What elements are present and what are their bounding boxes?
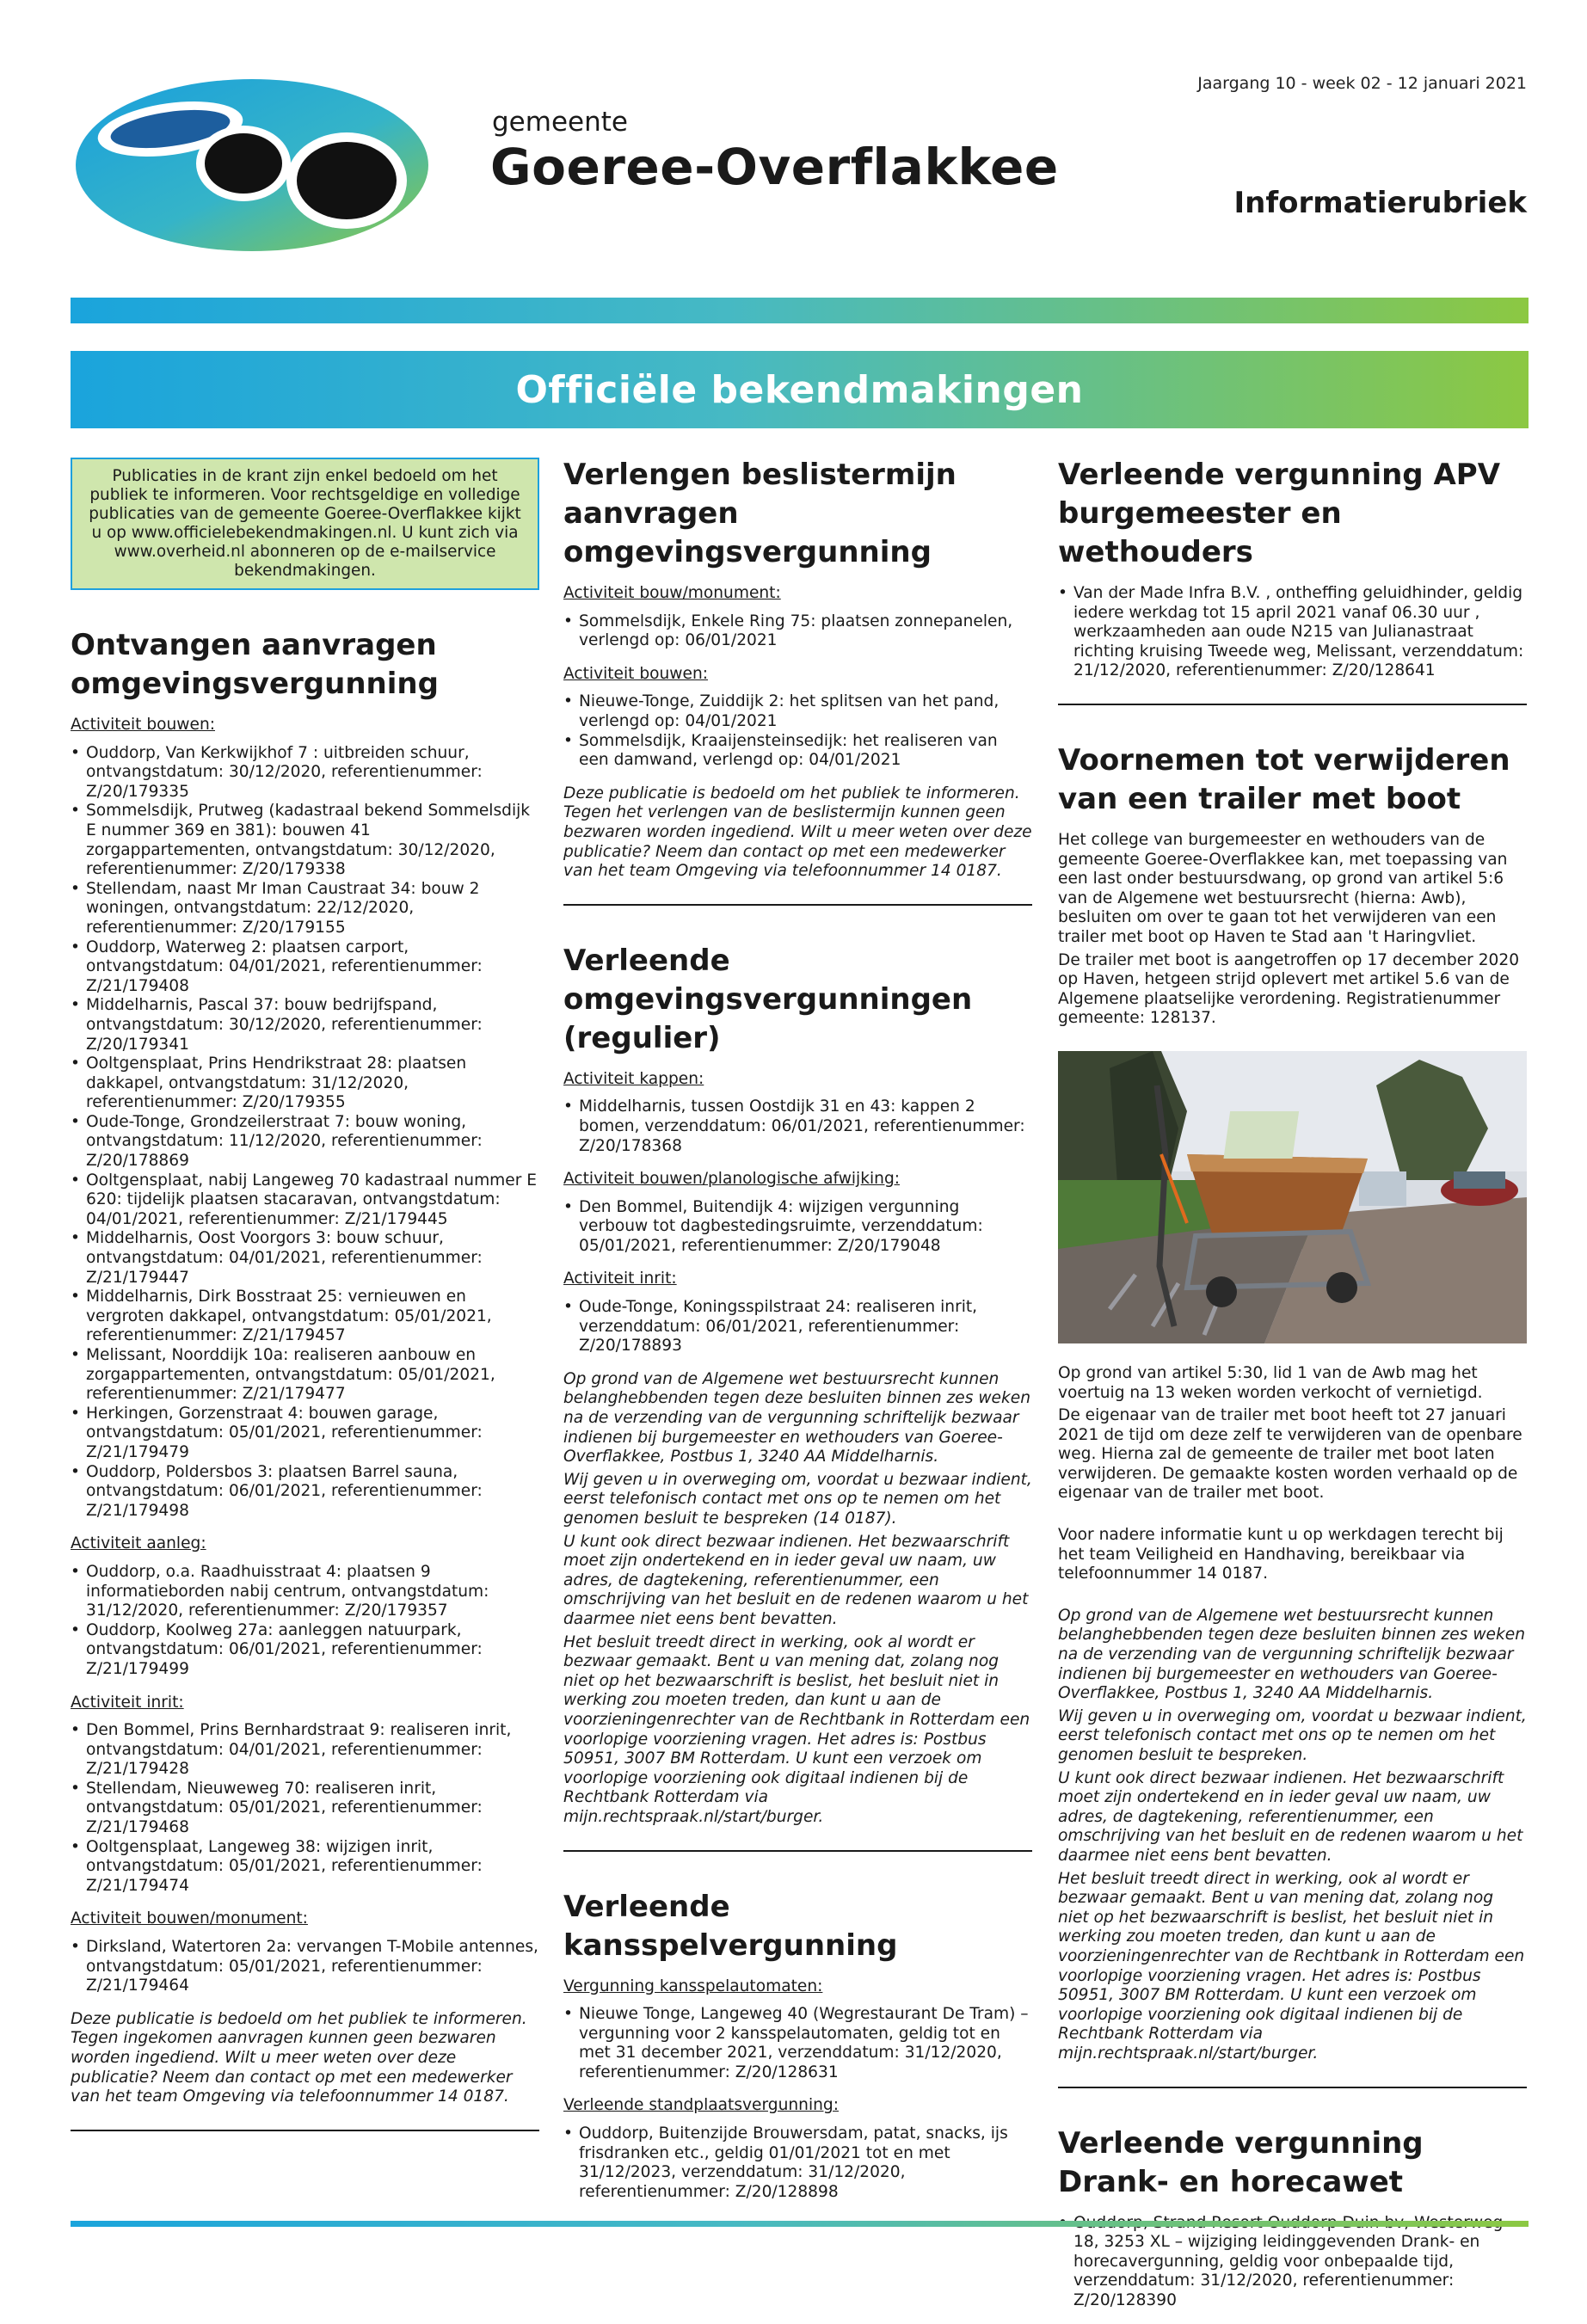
list-item: • Nieuwe Tonge, Langeweg 40 (Wegrestaurant De Tram) – vergunning voor 2 kansspelautomaten, geldig tot en met 31 december 2021, verzenddatum: 31/12/2020, referentienummer: Z/20/128631	[563, 2005, 1032, 2082]
paragraph: Voor nadere informatie kunt u op werkdagen terecht bij het team Veiligheid en Handhaving, bereikbaar via telefoonnummer 14 0187.	[1058, 1526, 1504, 1583]
divider	[563, 904, 1032, 906]
rubriek-label: Informatierubriek	[1233, 186, 1527, 220]
list-item: • Ouddorp, Buitenzijde Brouwersdam, patat, snacks, ijs frisdranken etc., geldig 01/01/2021 tot en met 31/12/2023, verzenddatum: 31/12/2020, referentienummer: Z/20/128898	[563, 2124, 1032, 2202]
paragraph: De trailer met boot is aangetroffen op 17 december 2020 op Haven, hetgeen strijd oplevert met artikel 5.6 van de Algemene plaatselijke verordening. Registratienummer gemeente: 128137.	[1058, 950, 1520, 1028]
heading-verleende-omgevingsvergunningen: Verleende omgevingsvergunningen (regulier)	[563, 943, 973, 1055]
heading-ontvangen-aanvragen: Ontvangen aanvragen omgevingsvergunning	[71, 628, 439, 701]
section-title: Officiële bekendmakingen	[515, 367, 1084, 412]
sub-standplaatsvergunning: Verleende standplaatsvergunning:	[563, 2096, 839, 2115]
column-3	[1058, 458, 1527, 2324]
divider	[1058, 2087, 1527, 2088]
boat-trailer-photo	[1058, 1051, 1527, 1343]
gradient-bar-bottom	[71, 2221, 1529, 2227]
brand-gemeente: gemeente	[492, 107, 628, 138]
list-kappen	[563, 1097, 1032, 1156]
list-item: • Ooltgensplaat, Prins Hendrikstraat 28: plaatsen dakkapel, ontvangstdatum: 31/12/2020, referentienummer: Z/20/179355	[71, 1054, 539, 1113]
heading-trailer-met-boot: Voornemen tot verwijderen van een trailer met boot	[1058, 742, 1510, 816]
list-drank-horeca	[1058, 2214, 1527, 2311]
list-item: • Middelharnis, Oost Voorgors 3: bouw schuur, ontvangstdatum: 04/01/2021, referentienummer: Z/21/179447	[71, 1229, 539, 1288]
list-item: • Sommelsdijk, Kraaijensteinsedijk: het realiseren van een damwand, verlengd op: 04/01/2021	[563, 732, 1032, 771]
list-item: • Herkingen, Gorzenstraat 4: bouwen garage, ontvangstdatum: 05/01/2021, referentienummer: Z/21/179479	[71, 1405, 539, 1463]
sub-kansspelautomaten: Vergunning kansspelautomaten:	[563, 1977, 823, 1995]
sub-activiteit-inrit: Activiteit inrit:	[563, 1270, 677, 1288]
gemeente-logo	[67, 69, 446, 275]
list-item: • Middelharnis, tussen Oostdijk 31 en 43: kappen 2 bomen, verzenddatum: 06/01/2021, referentienummer: Z/20/178368	[563, 1097, 1032, 1156]
legal-text: Wij geven u in overweging om, voordat u bezwaar indient, eerst telefonisch contact met ons op te nemen om het genomen besluit te bespreken.	[1058, 1706, 1527, 1764]
legal-text: Het besluit treedt direct in werking, ook al wordt er bezwaar gemaakt. Bent u van mening dat, zolang nog niet op het bezwaarschrift is beslist, het besluit niet in werking zou moeten treden, dan kunt u aan de voorzieningenrechter van de Rechtbank in Rotterdam een voorlopige voorziening vragen. Het adres is: Postbus 50951, 3007 BM Rotterdam. U kunt een verzoek om voorlopige voorziening ook digitaal indienen bij de Rechtbank Rotterdam via mijn.rechtspraak.nl/start/burger.	[1058, 1869, 1525, 2063]
legal-text: U kunt ook direct bezwaar indienen. Het bezwaarschrift moet zijn ondertekend en in ieder geval uw naam, uw adres, de dagtekening, referentienummer, een omschrijving van het besluit en de redenen waarom u het daarmee niet eens bent bevatten.	[1058, 1768, 1523, 1865]
list-item: • Middelharnis, Dirk Bosstraat 25: vernieuwen en vergroten dakkapel, ontvangstdatum: 05/01/2021, referentienummer: Z/21/179457	[71, 1288, 539, 1346]
list-bouwen	[71, 744, 539, 1522]
list-kansspel	[563, 2005, 1032, 2082]
list-item: • Stellendam, Nieuweweg 70: realiseren inrit, ontvangstdatum: 05/01/2021, referentienummer: Z/21/179468	[71, 1780, 539, 1838]
list-inrit	[563, 1298, 1032, 1356]
sub-activiteit-bouw-monument: Activiteit bouw/monument:	[563, 584, 781, 602]
list-item: • Den Bommel, Prins Bernhardstraat 9: realiseren inrit, ontvangstdatum: 04/01/2021, referentienummer: Z/21/179428	[71, 1721, 539, 1780]
list-item: • Ooltgensplaat, nabij Langeweg 70 kadastraal nummer E 620: tijdelijk plaatsen stacaravan, ontvangstdatum: 04/01/2021, referentienummer: Z/21/179445	[71, 1171, 539, 1230]
paragraph: Op grond van artikel 5:30, lid 1 van de Awb mag het voertuig na 13 weken worden verkocht of vernietigd.	[1058, 1363, 1483, 1402]
list-item: • Nieuwe-Tonge, Zuiddijk 2: het splitsen van het pand, verlengd op: 04/01/2021	[563, 692, 1032, 731]
list-item: • Sommelsdijk, Prutweg (kadastraal bekend Sommelsdijk E nummer 369 en 381): bouwen 41 zorgappartementen, ontvangstdatum: 30/12/2020, referentienummer: Z/20/179338	[71, 802, 539, 879]
sub-activiteit-aanleg: Activiteit aanleg:	[71, 1534, 206, 1553]
list-item: • Den Bommel, Buitendijk 4: wijzigen vergunning verbouw tot dagbestedingsruimte, verzenddatum: 05/01/2021, referentienummer: Z/20/179048	[563, 1198, 1032, 1257]
heading-verlengen-beslistermijn: Verlengen beslistermijn aanvragen omgevingsvergunning	[563, 458, 957, 569]
sub-activiteit-planologisch: Activiteit bouwen/planologische afwijking:	[563, 1170, 901, 1189]
list-item: • Ouddorp, Poldersbos 3: plaatsen Barrel sauna, ontvangstdatum: 06/01/2021, referentienummer: Z/21/179498	[71, 1463, 539, 1522]
sub-activiteit-monument: Activiteit bouwen/monument:	[71, 1909, 308, 1928]
list-aanleg	[71, 1563, 539, 1680]
heading-drank-horecawet: Verleende vergunning Drank- en horecawet	[1058, 2125, 1424, 2199]
heading-apv-vergunning: Verleende vergunning APV burgemeester en wethouders	[1058, 458, 1501, 569]
legal-text: Wij geven u in overweging om, voordat u bezwaar indient, eerst telefonisch contact met ons op te nemen om het genomen besluit te bespreken (14 0187).	[563, 1470, 1032, 1528]
list-bouwen	[563, 692, 1032, 770]
list-planologisch	[563, 1198, 1032, 1257]
heading-kansspelvergunning: Verleende kansspelvergunning	[563, 1889, 898, 1963]
legal-text: Op grond van de Algemene wet bestuursrecht kunnen belanghebbenden tegen deze besluiten binnen zes weken na de verzending van de vergunning schriftelijk bezwaar indienen bij burgemeester en wethouders van Goeree-Overflakkee, Postbus 1, 3240 AA Middelharnis.	[563, 1369, 1030, 1466]
issue-date: Jaargang 10 - week 02 - 12 januari 2021	[1197, 74, 1527, 93]
gradient-bar-top	[71, 298, 1529, 323]
list-item: • Stellendam, naast Mr Iman Caustraat 34: bouw 2 woningen, ontvangstdatum: 22/12/2020, referentienummer: Z/20/179155	[71, 880, 539, 938]
list-item: • Ouddorp, Van Kerkwijkhof 7 : uitbreiden schuur, ontvangstdatum: 30/12/2020, referentienummer: Z/20/179335	[71, 744, 539, 802]
legal-text: U kunt ook direct bezwaar indienen. Het bezwaarschrift moet zijn ondertekend en in ieder geval uw naam, uw adres, de dagtekening, referentienummer, een omschrijving van het besluit en de redenen waarom u het daarmee niet eens bent bevatten.	[563, 1532, 1029, 1628]
list-item: • Oude-Tonge, Koningsspilstraat 24: realiseren inrit, verzenddatum: 06/01/2021, referentienummer: Z/20/178893	[563, 1298, 1032, 1356]
sub-activiteit-bouwen: Activiteit bouwen:	[71, 716, 215, 734]
list-item: • Ouddorp, Waterweg 2: plaatsen carport, ontvangstdatum: 04/01/2021, referentienummer: Z/21/179408	[71, 938, 539, 997]
divider	[1058, 704, 1527, 705]
divider	[71, 2130, 539, 2131]
legal-text: Het besluit treedt direct in werking, ook al wordt er bezwaar gemaakt. Bent u van mening dat, zolang nog niet op het bezwaarschrift is beslist, het besluit niet in werking zou moeten treden, dan kunt u aan de voorzieningenrechter van de Rechtbank in Rotterdam een voorlopige voorziening vragen. Het adres is: Postbus 50951, 3007 BM Rotterdam. U kunt een verzoek om voorlopige voorziening ook digitaal indienen bij de Rechtbank Rotterdam via mijn.rechtspraak.nl/start/burger.	[563, 1632, 1030, 1826]
info-notice: Publicaties in de krant zijn enkel bedoeld om het publiek te informeren. Voor rechtsgeldige en volledige publicaties van de gemeente Goeree-Overflakkee kijkt u op www.officielebekendmakingen.nl. U kunt zich via www.overheid.nl abonneren op de e-mailservice bekendmakingen.	[71, 458, 539, 590]
list-item: • Middelharnis, Pascal 37: bouw bedrijfspand, ontvangstdatum: 30/12/2020, referentienummer: Z/20/179341	[71, 996, 539, 1054]
list-standplaats	[563, 2124, 1032, 2202]
list-item: • Ooltgensplaat, Langeweg 38: wijzigen inrit, ontvangstdatum: 05/01/2021, referentienummer: Z/21/179474	[71, 1838, 539, 1897]
closing-note: Deze publicatie is bedoeld om het publiek te informeren. Tegen ingekomen aanvragen kunnen geen bezwaren worden ingediend. Wilt u meer weten over deze publicatie? Neem dan contact op met een medewerker van het team Omgeving via telefoonnummer 14 0187.	[71, 2009, 527, 2106]
list-item: • Melissant, Noorddijk 10a: realiseren aanbouw en zorgappartementen, ontvangstdatum: 05/01/2021, referentienummer: Z/21/179477	[71, 1346, 539, 1405]
list-apv	[1058, 584, 1527, 681]
column-1	[71, 458, 539, 2131]
list-monument	[71, 1938, 539, 1996]
list-item: • Ouddorp, o.a. Raadhuisstraat 4: plaatsen 9 informatieborden nabij centrum, ontvangstdatum: 31/12/2020, referentienummer: Z/20/179357	[71, 1563, 539, 1621]
list-item: • Ouddorp, Koolweg 27a: aanleggen natuurpark, ontvangstdatum: 06/01/2021, referentienummer: Z/21/179499	[71, 1621, 539, 1680]
sub-activiteit-bouwen: Activiteit bouwen:	[563, 664, 708, 683]
list-item: • Van der Made Infra B.V. , ontheffing geluidhinder, geldig iedere werkdag tot 15 april 2021 vanaf 06.30 uur , werkzaamheden aan oude N215 van Julianastraat richting kruising Tweede weg, Melissant, verzenddatum: 21/12/2020, referentienummer: Z/20/128641	[1058, 584, 1527, 681]
list-item: • Oude-Tonge, Grondzeilerstraat 7: bouw woning, ontvangstdatum: 11/12/2020, referentienummer: Z/20/178869	[71, 1113, 539, 1171]
column-2	[563, 458, 1032, 2216]
sub-activiteit-kappen: Activiteit kappen:	[563, 1069, 704, 1088]
paragraph: De eigenaar van de trailer met boot heeft tot 27 januari 2021 de tijd om deze zelf te verwijderen van de openbare weg. Hierna zal de gemeente de trailer met boot laten verwijderen. De gemaakte kosten worden verhaald op de eigenaar van de trailer met boot.	[1058, 1406, 1522, 1503]
closing-note: Deze publicatie is bedoeld om het publiek te informeren. Tegen het verlengen van de beslistermijn kunnen geen bezwaren worden ingediend. Wilt u meer weten over deze publicatie? Neem dan contact op met een medewerker van het team Omgeving via telefoonnummer 14 0187.	[563, 784, 1032, 881]
list-item: • Dirksland, Watertoren 2a: vervangen T-Mobile antennes, ontvangstdatum: 05/01/2021, referentienummer: Z/21/179464	[71, 1938, 539, 1996]
legal-text: Op grond van de Algemene wet bestuursrecht kunnen belanghebbenden tegen deze besluiten binnen zes weken na de verzending van de vergunning schriftelijk bezwaar indienen bij burgemeester en wethouders van Goeree-Overflakkee, Postbus 1, 3240 AA Middelharnis.	[1058, 1606, 1525, 1703]
paragraph: Het college van burgemeester en wethouders van de gemeente Goeree-Overflakkee kan, met toepassing van een last onder bestuursdwang, op grond van artikel 5:6 van de Algemene wet bestuursrecht (hierna: Awb), besluiten om over te gaan tot het verwijderen van een trailer met boot op Haven te Stad aan 't Haringvliet.	[1058, 830, 1508, 946]
list-item: • 18, 3253 XL – wijziging leidinggevenden Drank- en horecavergunning, geldig voor onbepaalde tijd, verzenddatum: 31/12/2020, referentienummer: Z/20/128390	[1058, 2214, 1527, 2311]
list-inrit	[71, 1721, 539, 1896]
divider	[563, 1850, 1032, 1852]
list-bouw-monument	[563, 612, 1032, 651]
brand-name: Goeree-Overflakkee	[490, 138, 1059, 196]
list-item: • Sommelsdijk, Enkele Ring 75: plaatsen zonnepanelen, verlengd op: 06/01/2021	[563, 612, 1032, 651]
sub-activiteit-inrit: Activiteit inrit:	[71, 1693, 184, 1712]
section-title-bar	[71, 351, 1529, 428]
